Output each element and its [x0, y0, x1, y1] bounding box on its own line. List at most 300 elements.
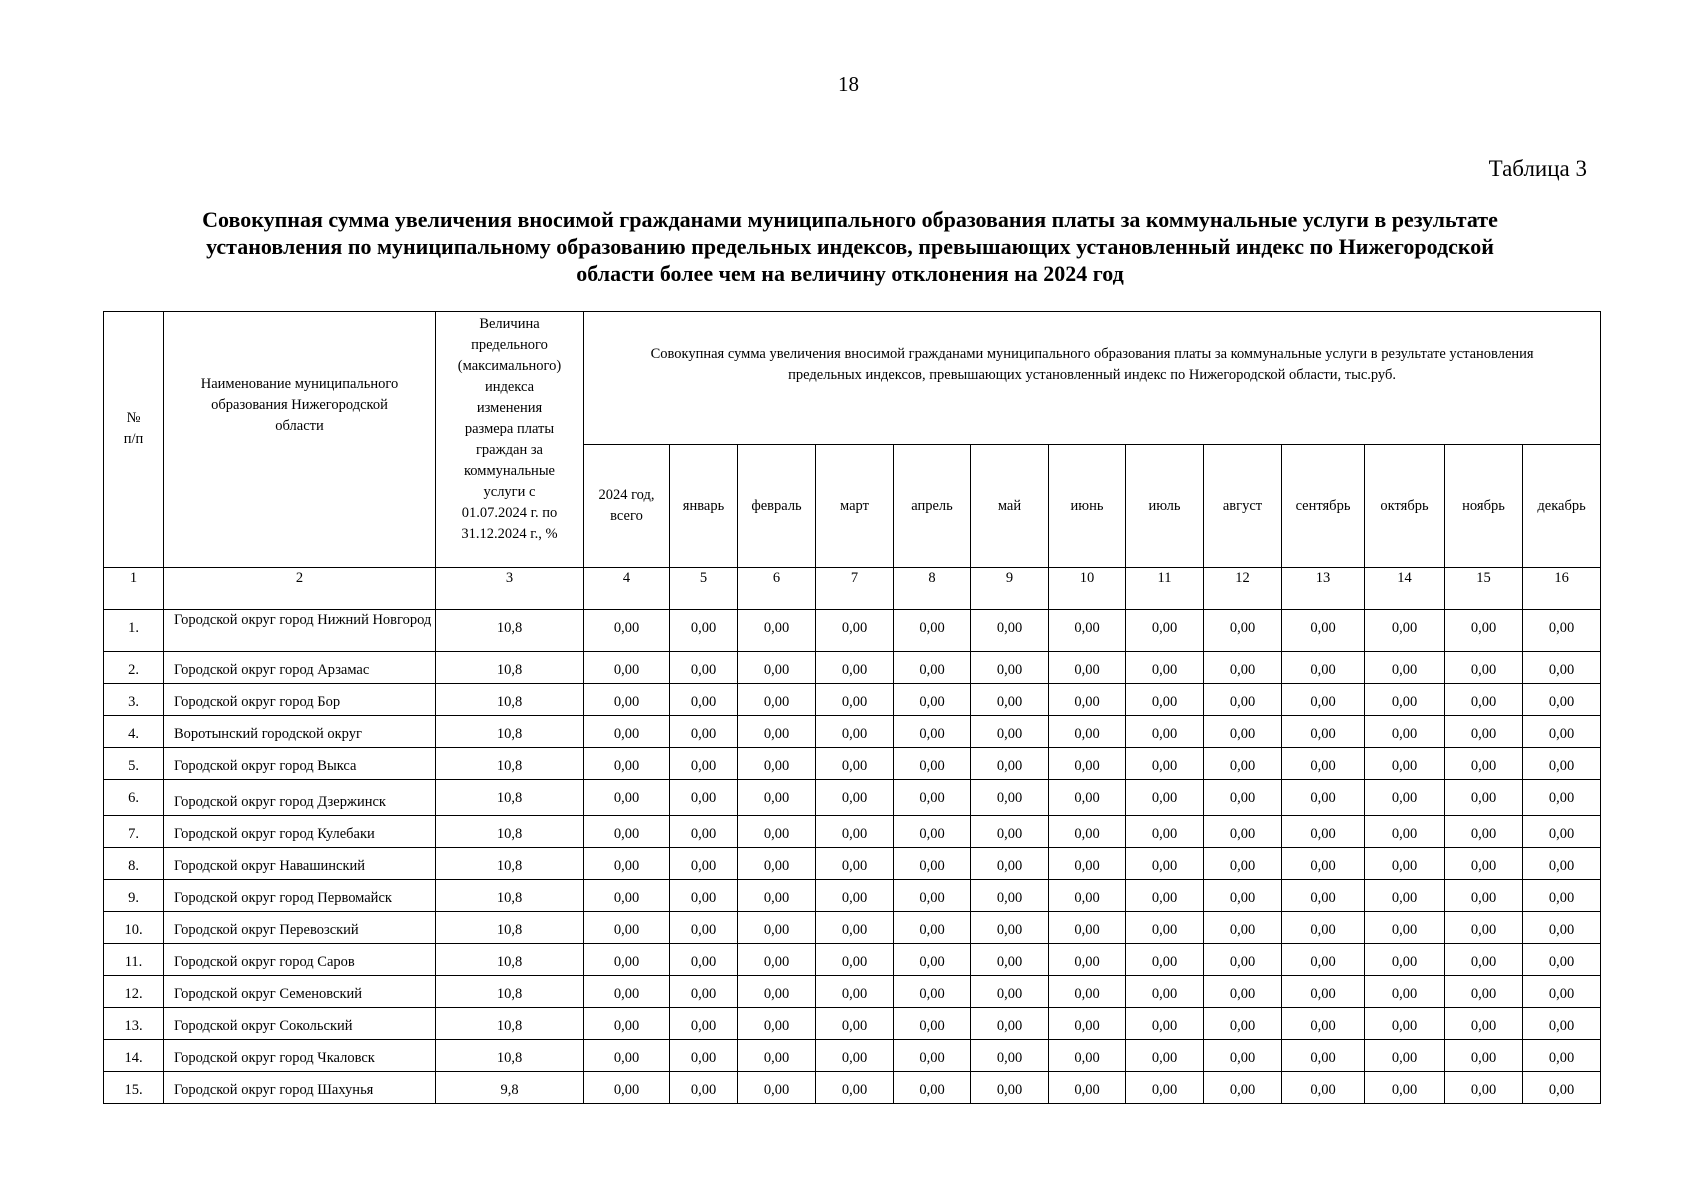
month-value: 0,00 [738, 652, 816, 684]
header-index-line: 31.12.2024 г., % [461, 526, 558, 542]
year-total-value: 0,00 [584, 748, 670, 780]
month-value: 0,00 [1523, 880, 1601, 912]
municipality-name: Городской округ Семеновский [164, 976, 436, 1008]
month-value: 0,00 [670, 912, 738, 944]
month-value: 0,00 [1049, 1040, 1126, 1072]
month-value: 0,00 [971, 1008, 1049, 1040]
month-value: 0,00 [971, 780, 1049, 816]
month-value: 0,00 [1126, 1072, 1204, 1104]
month-value: 0,00 [971, 848, 1049, 880]
month-value: 0,00 [1049, 816, 1126, 848]
month-value: 0,00 [738, 780, 816, 816]
table-row [104, 880, 1601, 912]
month-value: 0,00 [1282, 848, 1365, 880]
month-value: 0,00 [1365, 684, 1445, 716]
month-value: 0,00 [1204, 976, 1282, 1008]
month-value: 0,00 [1049, 748, 1126, 780]
month-value: 0,00 [894, 944, 971, 976]
month-value: 0,00 [1365, 1040, 1445, 1072]
year-total-value: 0,00 [584, 716, 670, 748]
month-value: 0,00 [971, 610, 1049, 652]
month-value: 0,00 [1126, 848, 1204, 880]
month-value: 0,00 [738, 912, 816, 944]
header-month: февраль [738, 445, 816, 568]
month-value: 0,00 [1126, 1008, 1204, 1040]
max-index-value: 10,8 [436, 976, 584, 1008]
municipal-fees-table [103, 311, 1601, 1104]
column-number-row [104, 568, 1601, 610]
month-value: 0,00 [1126, 944, 1204, 976]
page-number: 18 [838, 72, 859, 96]
header-month: сентябрь [1282, 445, 1365, 568]
header-index-line: индекса [484, 379, 535, 395]
month-value: 0,00 [1282, 716, 1365, 748]
month-value: 0,00 [1445, 684, 1523, 716]
month-value: 0,00 [670, 716, 738, 748]
month-value: 0,00 [1282, 912, 1365, 944]
month-value: 0,00 [1126, 1040, 1204, 1072]
month-value: 0,00 [1523, 848, 1601, 880]
month-value: 0,00 [816, 1008, 894, 1040]
month-value: 0,00 [1126, 748, 1204, 780]
header-index-line: изменения [476, 400, 543, 416]
header-municipality-name [164, 312, 436, 568]
month-value: 0,00 [670, 1008, 738, 1040]
month-value: 0,00 [816, 976, 894, 1008]
month-value: 0,00 [1365, 610, 1445, 652]
month-value: 0,00 [1049, 1072, 1126, 1104]
table-row [104, 1040, 1601, 1072]
month-value: 0,00 [1126, 976, 1204, 1008]
month-value: 0,00 [1445, 652, 1523, 684]
municipality-name: Городской округ город Бор [164, 684, 436, 716]
header-index-line: (максимального) [457, 358, 562, 374]
column-number: 13 [1282, 568, 1365, 610]
month-value: 0,00 [1282, 684, 1365, 716]
month-value: 0,00 [738, 1040, 816, 1072]
month-value: 0,00 [670, 816, 738, 848]
table-label: Таблица 3 [1488, 156, 1587, 181]
month-value: 0,00 [738, 748, 816, 780]
month-value: 0,00 [670, 748, 738, 780]
month-value: 0,00 [738, 1072, 816, 1104]
header-month: декабрь [1523, 445, 1601, 568]
header-total-increase [584, 312, 1601, 445]
month-value: 0,00 [1365, 748, 1445, 780]
column-number: 2 [164, 568, 436, 610]
month-value: 0,00 [894, 652, 971, 684]
row-number: 14. [104, 1040, 164, 1072]
municipality-name: Городской округ город Первомайск [164, 880, 436, 912]
month-value: 0,00 [1445, 716, 1523, 748]
table-row [104, 848, 1601, 880]
column-number: 11 [1126, 568, 1204, 610]
column-number: 15 [1445, 568, 1523, 610]
row-number: 6. [104, 780, 164, 816]
header-no-abbr: п/п [123, 431, 144, 447]
month-value: 0,00 [1049, 912, 1126, 944]
month-value: 0,00 [738, 944, 816, 976]
month-value: 0,00 [1282, 610, 1365, 652]
header-month: май [971, 445, 1049, 568]
column-number: 10 [1049, 568, 1126, 610]
municipality-name: Городской округ Перевозский [164, 912, 436, 944]
year-total-value: 0,00 [584, 652, 670, 684]
header-name-line-2: образования Нижегородской [211, 397, 388, 413]
year-total-value: 0,00 [584, 848, 670, 880]
month-value: 0,00 [894, 716, 971, 748]
month-value: 0,00 [1126, 684, 1204, 716]
header-year-total [584, 445, 670, 568]
month-value: 0,00 [738, 816, 816, 848]
month-value: 0,00 [971, 816, 1049, 848]
table-body [104, 610, 1601, 1104]
month-value: 0,00 [738, 684, 816, 716]
title-line-2: установления по муниципальному образованию предельных индексов, превышающих установленный индекс по Нижегородской [206, 234, 1494, 259]
month-value: 0,00 [894, 748, 971, 780]
month-value: 0,00 [971, 1072, 1049, 1104]
month-value: 0,00 [670, 1040, 738, 1072]
month-value: 0,00 [738, 610, 816, 652]
month-value: 0,00 [894, 1008, 971, 1040]
header-month: апрель [894, 445, 971, 568]
document-title [110, 206, 1590, 287]
month-value: 0,00 [1365, 1072, 1445, 1104]
month-value: 0,00 [971, 944, 1049, 976]
month-value: 0,00 [1049, 880, 1126, 912]
month-value: 0,00 [1204, 880, 1282, 912]
header-index-line: 01.07.2024 г. по [461, 505, 558, 521]
year-total-value: 0,00 [584, 1040, 670, 1072]
max-index-value: 10,8 [436, 716, 584, 748]
table-row [104, 748, 1601, 780]
month-value: 0,00 [971, 684, 1049, 716]
column-number: 1 [104, 568, 164, 610]
table-row [104, 1072, 1601, 1104]
row-number: 9. [104, 880, 164, 912]
column-number: 3 [436, 568, 584, 610]
max-index-value: 10,8 [436, 848, 584, 880]
year-total-value: 0,00 [584, 1008, 670, 1040]
month-value: 0,00 [670, 652, 738, 684]
month-value: 0,00 [1204, 1008, 1282, 1040]
table-row [104, 684, 1601, 716]
column-number: 12 [1204, 568, 1282, 610]
max-index-value: 10,8 [436, 944, 584, 976]
month-value: 0,00 [1523, 780, 1601, 816]
month-value: 0,00 [1445, 1008, 1523, 1040]
month-value: 0,00 [1365, 848, 1445, 880]
month-value: 0,00 [1282, 748, 1365, 780]
month-value: 0,00 [1282, 976, 1365, 1008]
month-value: 0,00 [1445, 880, 1523, 912]
header-month: январь [670, 445, 738, 568]
month-value: 0,00 [1445, 610, 1523, 652]
month-value: 0,00 [738, 1008, 816, 1040]
year-total-value: 0,00 [584, 944, 670, 976]
municipality-name: Городской округ город Кулебаки [164, 816, 436, 848]
month-value: 0,00 [816, 652, 894, 684]
month-value: 0,00 [816, 780, 894, 816]
month-value: 0,00 [1204, 1072, 1282, 1104]
month-value: 0,00 [1282, 652, 1365, 684]
row-number: 15. [104, 1072, 164, 1104]
month-value: 0,00 [1204, 816, 1282, 848]
municipality-name: Воротынский городской округ [164, 716, 436, 748]
month-value: 0,00 [816, 1040, 894, 1072]
month-value: 0,00 [1365, 780, 1445, 816]
month-value: 0,00 [1204, 652, 1282, 684]
month-value: 0,00 [1445, 1040, 1523, 1072]
month-value: 0,00 [971, 912, 1049, 944]
year-total-value: 0,00 [584, 976, 670, 1008]
header-name-line-1: Наименование муниципального [200, 376, 399, 392]
table-row [104, 610, 1601, 652]
month-value: 0,00 [1523, 610, 1601, 652]
month-value: 0,00 [816, 610, 894, 652]
month-value: 0,00 [1365, 976, 1445, 1008]
header-month: ноябрь [1445, 445, 1523, 568]
municipality-name: Городской округ город Нижний Новгород [164, 610, 436, 652]
month-value: 0,00 [1049, 976, 1126, 1008]
month-value: 0,00 [1365, 652, 1445, 684]
header-row-top [104, 312, 1601, 445]
table-row [104, 652, 1601, 684]
month-value: 0,00 [1523, 944, 1601, 976]
month-value: 0,00 [816, 848, 894, 880]
month-value: 0,00 [1049, 716, 1126, 748]
row-number: 1. [104, 610, 164, 652]
month-value: 0,00 [738, 848, 816, 880]
month-value: 0,00 [1126, 880, 1204, 912]
month-value: 0,00 [971, 652, 1049, 684]
month-value: 0,00 [971, 716, 1049, 748]
municipality-name: Городской округ город Дзержинск [164, 780, 436, 816]
header-index-line: предельного [471, 337, 548, 353]
month-value: 0,00 [1365, 944, 1445, 976]
year-total-value: 0,00 [584, 780, 670, 816]
month-value: 0,00 [971, 748, 1049, 780]
row-number: 2. [104, 652, 164, 684]
header-no [104, 312, 164, 568]
month-value: 0,00 [670, 684, 738, 716]
month-value: 0,00 [1523, 1072, 1601, 1104]
table-row [104, 780, 1601, 816]
year-total-value: 0,00 [584, 610, 670, 652]
month-value: 0,00 [1282, 816, 1365, 848]
max-index-value: 10,8 [436, 610, 584, 652]
row-number: 5. [104, 748, 164, 780]
row-number: 3. [104, 684, 164, 716]
month-value: 0,00 [670, 780, 738, 816]
header-name-line-3: области [275, 418, 324, 434]
month-value: 0,00 [816, 1072, 894, 1104]
row-number: 7. [104, 816, 164, 848]
month-value: 0,00 [1445, 944, 1523, 976]
month-value: 0,00 [1523, 1008, 1601, 1040]
month-value: 0,00 [1126, 610, 1204, 652]
row-number: 4. [104, 716, 164, 748]
month-value: 0,00 [1049, 944, 1126, 976]
month-value: 0,00 [1445, 976, 1523, 1008]
table-row [104, 1008, 1601, 1040]
municipality-name: Городской округ Навашинский [164, 848, 436, 880]
max-index-value: 10,8 [436, 684, 584, 716]
month-value: 0,00 [670, 610, 738, 652]
month-value: 0,00 [1049, 1008, 1126, 1040]
month-value: 0,00 [1126, 780, 1204, 816]
month-value: 0,00 [1523, 1040, 1601, 1072]
row-number: 10. [104, 912, 164, 944]
month-value: 0,00 [1365, 816, 1445, 848]
column-number: 7 [816, 568, 894, 610]
header-index-line: граждан за [475, 442, 543, 458]
year-total-value: 0,00 [584, 1072, 670, 1104]
month-value: 0,00 [670, 880, 738, 912]
max-index-value: 10,8 [436, 816, 584, 848]
title-line-3: области более чем на величину отклонения на 2024 год [576, 261, 1124, 286]
month-value: 0,00 [1445, 1072, 1523, 1104]
month-value: 0,00 [1445, 780, 1523, 816]
year-total-value: 0,00 [584, 912, 670, 944]
header-sum-line-1: Совокупная сумма увеличения вносимой гражданами муниципального образования платы за коммунальные услуги в результате установления [650, 346, 1534, 362]
table-row [104, 816, 1601, 848]
month-value: 0,00 [1445, 748, 1523, 780]
month-value: 0,00 [1282, 1072, 1365, 1104]
header-month: июль [1126, 445, 1204, 568]
month-value: 0,00 [1282, 780, 1365, 816]
month-value: 0,00 [816, 816, 894, 848]
month-value: 0,00 [894, 912, 971, 944]
header-month: март [816, 445, 894, 568]
month-value: 0,00 [816, 912, 894, 944]
column-number: 9 [971, 568, 1049, 610]
table-row [104, 912, 1601, 944]
month-value: 0,00 [1204, 684, 1282, 716]
month-value: 0,00 [738, 716, 816, 748]
month-value: 0,00 [1523, 816, 1601, 848]
month-value: 0,00 [1523, 912, 1601, 944]
municipality-name: Городской округ Сокольский [164, 1008, 436, 1040]
month-value: 0,00 [1049, 780, 1126, 816]
municipality-name: Городской округ город Чкаловск [164, 1040, 436, 1072]
header-total-line-1: 2024 год, [598, 487, 655, 503]
header-total-line-2: всего [610, 508, 643, 524]
month-value: 0,00 [1445, 848, 1523, 880]
month-value: 0,00 [1523, 684, 1601, 716]
column-number: 5 [670, 568, 738, 610]
month-value: 0,00 [1126, 816, 1204, 848]
month-value: 0,00 [1282, 1008, 1365, 1040]
month-value: 0,00 [1204, 780, 1282, 816]
month-value: 0,00 [1049, 848, 1126, 880]
month-value: 0,00 [894, 976, 971, 1008]
month-value: 0,00 [1282, 944, 1365, 976]
month-value: 0,00 [1126, 716, 1204, 748]
header-index-line: коммунальные [464, 463, 555, 479]
month-value: 0,00 [1204, 848, 1282, 880]
municipality-name: Городской округ город Выкса [164, 748, 436, 780]
column-number: 16 [1523, 568, 1601, 610]
row-number: 12. [104, 976, 164, 1008]
header-month: октябрь [1365, 445, 1445, 568]
month-value: 0,00 [1445, 816, 1523, 848]
month-value: 0,00 [1204, 944, 1282, 976]
month-value: 0,00 [738, 880, 816, 912]
month-value: 0,00 [894, 816, 971, 848]
column-number: 6 [738, 568, 816, 610]
month-value: 0,00 [816, 944, 894, 976]
max-index-value: 10,8 [436, 652, 584, 684]
header-sum-line-2: предельных индексов, превышающих установленный индекс по Нижегородской области, тыс.руб. [788, 367, 1396, 383]
month-value: 0,00 [1126, 912, 1204, 944]
table-row [104, 716, 1601, 748]
month-value: 0,00 [1365, 1008, 1445, 1040]
month-value: 0,00 [894, 684, 971, 716]
max-index-value: 10,8 [436, 1008, 584, 1040]
title-line-1: Совокупная сумма увеличения вносимой гражданами муниципального образования платы за коммунальные услуги в результате [202, 207, 1498, 232]
table-row [104, 944, 1601, 976]
month-value: 0,00 [1049, 610, 1126, 652]
max-index-value: 10,8 [436, 880, 584, 912]
month-value: 0,00 [1204, 912, 1282, 944]
month-value: 0,00 [816, 716, 894, 748]
month-value: 0,00 [894, 848, 971, 880]
month-value: 0,00 [816, 684, 894, 716]
month-value: 0,00 [1365, 912, 1445, 944]
month-value: 0,00 [816, 748, 894, 780]
month-value: 0,00 [670, 976, 738, 1008]
column-number: 14 [1365, 568, 1445, 610]
month-value: 0,00 [894, 1072, 971, 1104]
month-value: 0,00 [1523, 976, 1601, 1008]
month-value: 0,00 [894, 610, 971, 652]
header-index-line: размера платы [464, 421, 555, 437]
month-value: 0,00 [738, 976, 816, 1008]
row-number: 11. [104, 944, 164, 976]
month-value: 0,00 [1204, 716, 1282, 748]
month-value: 0,00 [1523, 652, 1601, 684]
max-index-value: 10,8 [436, 912, 584, 944]
month-value: 0,00 [670, 944, 738, 976]
month-value: 0,00 [1523, 748, 1601, 780]
max-index-value: 10,8 [436, 748, 584, 780]
column-number: 8 [894, 568, 971, 610]
month-value: 0,00 [971, 976, 1049, 1008]
month-value: 0,00 [816, 880, 894, 912]
municipality-name: Городской округ город Шахунья [164, 1072, 436, 1104]
max-index-value: 10,8 [436, 1040, 584, 1072]
header-index-line: Величина [479, 316, 540, 332]
month-value: 0,00 [894, 780, 971, 816]
municipality-name: Городской округ город Саров [164, 944, 436, 976]
header-index-line: услуги с [483, 484, 536, 500]
year-total-value: 0,00 [584, 880, 670, 912]
header-month: июнь [1049, 445, 1126, 568]
header-no-symbol: № [126, 410, 141, 426]
month-value: 0,00 [1049, 652, 1126, 684]
max-index-value: 9,8 [436, 1072, 584, 1104]
month-value: 0,00 [971, 1040, 1049, 1072]
month-value: 0,00 [894, 1040, 971, 1072]
month-value: 0,00 [670, 1072, 738, 1104]
year-total-value: 0,00 [584, 816, 670, 848]
month-value: 0,00 [894, 880, 971, 912]
month-value: 0,00 [1204, 610, 1282, 652]
month-value: 0,00 [1365, 880, 1445, 912]
table-row [104, 976, 1601, 1008]
row-number: 8. [104, 848, 164, 880]
